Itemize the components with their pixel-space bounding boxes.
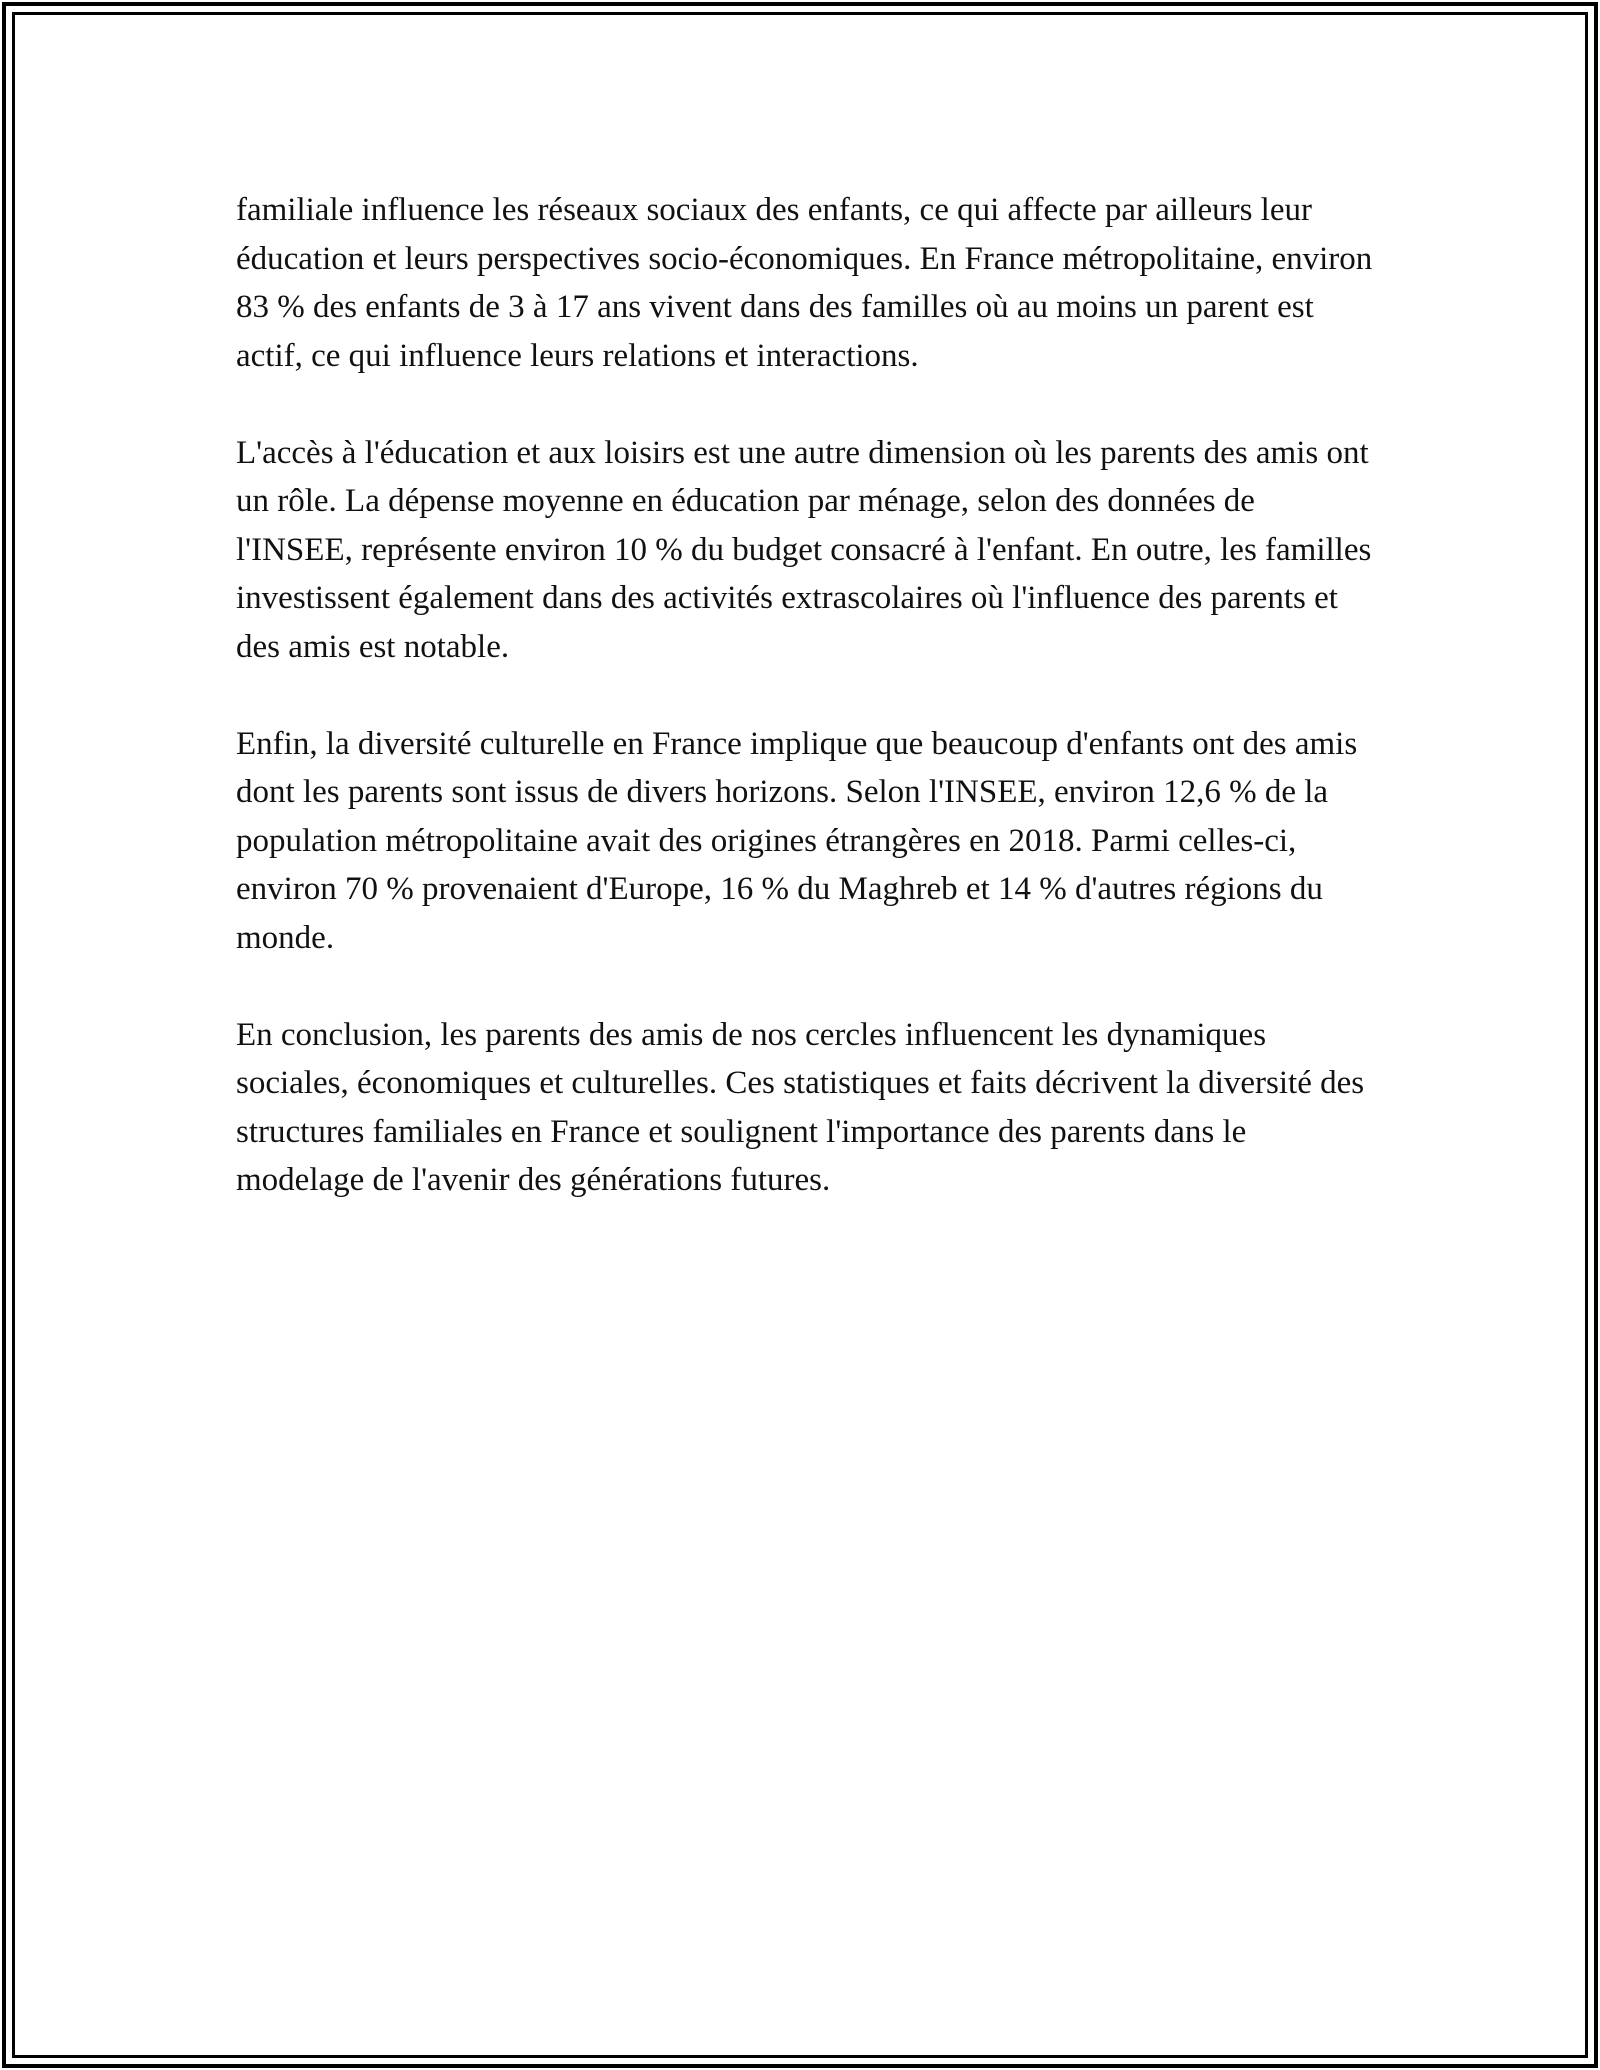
paragraph-4: En conclusion, les parents des amis de nos cercles influencent les dynamiques sociales, économiques et culturelles. Ces statistiques et faits décrivent la diversité des structures familiales en France et soulignent l'importance des parents dans le modelage de l'avenir des générations futures.: [236, 1016, 1365, 1198]
document-body: [236, 186, 1376, 1205]
paragraph-1: familiale influence les réseaux sociaux des enfants, ce qui affecte par ailleurs leur éducation et leurs perspectives socio-économiques. En France métropolitaine, environ 83 % des enfants de 3 à 17 ans vivent dans des familles où au moins un parent est actif, ce qui influence leurs relations et interactions.: [236, 192, 1373, 374]
paragraph-3: Enfin, la diversité culturelle en France implique que beaucoup d'enfants ont des amis dont les parents sont issus de divers horizons. Selon l'INSEE, environ 12,6 % de la population métropolitaine avait des origines étrangères en 2018. Parmi celles-ci, environ 70 % provenaient d'Europe, 16 % du Maghreb et 14 % d'autres régions du monde.: [236, 725, 1358, 956]
paragraph-2: L'accès à l'éducation et aux loisirs est une autre dimension où les parents des amis ont un rôle. La dépense moyenne en éducation par ménage, selon des données de l'INSEE, représente environ 10 % du budget consacré à l'enfant. En outre, les familles investissent également dans des activités extrascolaires où l'influence des parents et des amis est notable.: [236, 434, 1372, 665]
